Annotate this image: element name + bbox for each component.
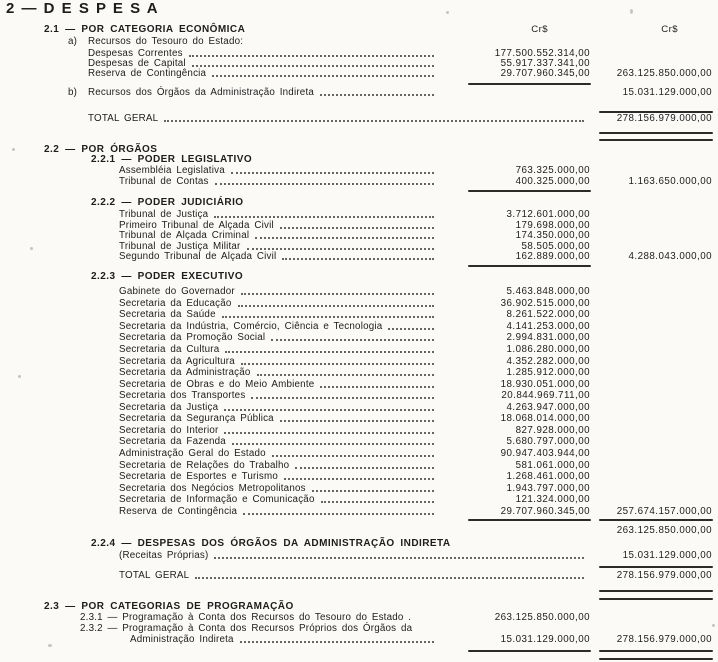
row-secretaria-fazenda-amount-col1: 5.680.797.000,00 <box>506 436 590 447</box>
row-secretaria-agricultura-label: Secretaria da Agricultura <box>119 356 235 367</box>
row-tribunal-justica-militar-amount-col1: 58.505.000,00 <box>521 241 590 252</box>
dot-leader <box>214 216 434 218</box>
row-2-3-1-programacao-tesouro <box>80 613 712 623</box>
row-secretaria-administracao <box>119 368 712 378</box>
row-tribunal-alcada-criminal-amount-col1: 174.350.000,00 <box>515 230 590 241</box>
row-reserva-de-contingencia-label: Reserva de Contingência <box>88 68 207 79</box>
scan-speck <box>712 624 715 627</box>
dot-leader <box>241 293 434 295</box>
row-total-geral-2-2-label: TOTAL GERAL <box>119 570 190 581</box>
dot-leader <box>215 183 434 185</box>
row-secretaria-cultura <box>119 345 712 355</box>
row-secretaria-interior-label: Secretaria do Interior <box>119 425 219 436</box>
row-secretaria-obras-meio-ambiente-label: Secretaria de Obras e do Meio Ambiente <box>119 379 315 390</box>
row-subtotal-tesouro-amount-col2: 263.125.850.000,00 <box>616 525 712 536</box>
row-2-3-1-programacao-tesouro-amount-col1: 263.125.850.000,00 <box>494 612 590 623</box>
item-b-recursos-orgaos-indireta-label: Recursos dos Órgãos da Administração Indireta <box>88 87 315 98</box>
row-administracao-geral-estado-label: Administração Geral do Estado <box>119 448 266 459</box>
dot-leader <box>282 258 434 260</box>
total-rule-c2 <box>599 590 713 592</box>
dot-leader <box>320 386 434 388</box>
row-secretaria-seguranca-publica-label: Secretaria da Segurança Pública <box>119 413 274 424</box>
row-2-3-2-programacao-proprios-line2-label: Administração Indireta <box>130 634 234 645</box>
row-secretaria-saude <box>119 310 712 320</box>
row-secretaria-esportes-turismo-amount-col1: 1.268.461.000,00 <box>506 471 590 482</box>
row-assembleia-legislativa-amount-col1: 763.325.000,00 <box>515 165 590 176</box>
dot-leader <box>195 577 584 579</box>
dot-leader <box>280 227 434 229</box>
row-tribunal-de-contas-amount-col2: 1.163.650.000,00 <box>628 176 712 187</box>
total-rule-c1 <box>468 650 591 652</box>
row-tribunal-de-contas-amount-col1: 400.325.000,00 <box>515 176 590 187</box>
total-rule-c2 <box>599 598 713 600</box>
dot-leader <box>320 94 434 96</box>
scan-speck <box>30 247 33 250</box>
row-total-geral-2-1 <box>88 114 712 124</box>
dot-leader <box>192 65 434 67</box>
row-secretaria-administracao-amount-col1: 1.285.912.000,00 <box>506 367 590 378</box>
row-secretaria-seguranca-publica <box>119 414 712 424</box>
item-b-recursos-orgaos-indireta-marker: b) <box>68 87 78 98</box>
row-secretaria-obras-meio-ambiente <box>119 380 712 390</box>
row-secretaria-esportes-turismo <box>119 472 712 482</box>
row-tribunal-de-justica <box>119 210 712 220</box>
row-2-3-2-programacao-proprios-line1 <box>80 624 712 634</box>
item-a-recursos-tesouro <box>68 37 712 47</box>
row-despesas-de-capital-label: Despesas de Capital <box>88 58 186 69</box>
row-2-3-2-programacao-proprios-line2 <box>130 635 712 645</box>
row-segundo-tribunal-alcada-civil-label: Segundo Tribunal de Alçada Civil <box>119 251 277 262</box>
row-secretaria-fazenda <box>119 437 712 447</box>
dot-leader <box>247 248 434 250</box>
row-secretaria-promocao-social-label: Secretaria da Promoção Social <box>119 332 266 343</box>
dot-leader <box>212 75 434 77</box>
row-primeiro-tribunal-alcada-civil-label: Primeiro Tribunal de Alçada Civil <box>119 220 274 231</box>
dot-leader <box>243 513 434 515</box>
section-2-3-heading <box>44 602 712 612</box>
dot-leader <box>284 478 434 480</box>
row-despesas-correntes-amount-col1: 177.500.552.314,00 <box>494 48 590 59</box>
total-rule-c2 <box>599 139 713 141</box>
section-2-2-1-heading <box>91 155 712 165</box>
row-secretaria-promocao-social-amount-col1: 2.994.831.000,00 <box>506 332 590 343</box>
item-b-recursos-orgaos-indireta <box>68 88 712 98</box>
row-tribunal-alcada-criminal <box>119 231 712 241</box>
row-administracao-geral-estado-amount-col1: 90.947.403.944,00 <box>500 448 590 459</box>
row-gabinete-do-governador-label: Gabinete do Governador <box>119 286 235 297</box>
section-2-1-heading-amount-col2: Cr$ <box>661 24 678 35</box>
row-secretaria-esportes-turismo-label: Secretaria de Esportes e Turismo <box>119 471 278 482</box>
section-2-2-3-heading-label: 2.2.3 — PODER EXECUTIVO <box>91 271 244 282</box>
section-2-2-heading-label: 2.2 — POR ÓRGÃOS <box>44 144 158 155</box>
row-secretaria-saude-amount-col1: 8.261.522.000,00 <box>506 309 590 320</box>
row-gabinete-do-governador <box>119 287 712 297</box>
document-title <box>6 0 712 17</box>
section-2-2-2-heading <box>91 198 712 208</box>
row-total-geral-2-2-amount-col2: 278.156.979.000,00 <box>616 570 712 581</box>
row-reserva-de-contingencia-amount-col2: 263.125.850.000,00 <box>616 68 712 79</box>
row-reserva-de-contingencia <box>88 69 712 79</box>
total-rule-c1 <box>468 519 591 521</box>
row-reserva-contingencia-executivo-amount-col1: 29.707.960.345,00 <box>500 506 590 517</box>
row-reserva-de-contingencia-amount-col1: 29.707.960.345,00 <box>500 68 590 79</box>
row-secretaria-informacao-comunicacao-amount-col1: 121.324.000,00 <box>515 494 590 505</box>
row-secretaria-justica <box>119 403 712 413</box>
row-total-geral-2-1-label: TOTAL GERAL <box>88 113 159 124</box>
row-secretaria-fazenda-label: Secretaria da Fazenda <box>119 436 226 447</box>
row-tribunal-justica-militar-label: Tribunal de Justiça Militar <box>119 241 241 252</box>
row-secretaria-justica-amount-col1: 4.263.947.000,00 <box>506 402 590 413</box>
dot-leader <box>251 397 434 399</box>
row-administracao-geral-estado <box>119 449 712 459</box>
row-primeiro-tribunal-alcada-civil-amount-col1: 179.698.000,00 <box>515 220 590 231</box>
dot-leader <box>225 351 434 353</box>
section-2-2-2-heading-label: 2.2.2 — PODER JUDICIÁRIO <box>91 197 244 208</box>
dot-leader <box>312 490 434 492</box>
section-2-2-4-heading <box>91 539 712 549</box>
dot-leader <box>231 172 434 174</box>
dot-leader <box>295 467 434 469</box>
dot-leader <box>388 328 434 330</box>
row-tribunal-alcada-criminal-label: Tribunal de Alçada Criminal <box>119 230 250 241</box>
row-total-geral-2-2 <box>119 571 712 581</box>
item-a-recursos-tesouro-marker: a) <box>68 36 78 47</box>
section-2-1-heading-label: 2.1 — POR CATEGORIA ECONÔMICA <box>44 24 246 35</box>
dot-leader <box>272 455 434 457</box>
total-rule-c2 <box>599 658 713 660</box>
row-secretaria-negocios-metropolitanos <box>119 484 712 494</box>
row-receitas-proprias-amount-col2: 15.031.129.000,00 <box>622 550 712 561</box>
dot-leader <box>238 305 434 307</box>
section-2-2-1-heading-label: 2.2.1 — PODER LEGISLATIVO <box>91 154 253 165</box>
section-2-3-heading-label: 2.3 — POR CATEGORIAS DE PROGRAMAÇÃO <box>44 601 294 612</box>
total-rule-c2 <box>599 566 713 568</box>
section-2-1-heading-amount-col1: Cr$ <box>531 24 548 35</box>
total-rule-c2 <box>599 519 713 521</box>
total-rule-c2 <box>599 132 713 134</box>
row-secretaria-administracao-label: Secretaria da Administração <box>119 367 251 378</box>
dot-leader <box>224 432 434 434</box>
row-secretaria-educacao-amount-col1: 36.902.515.000,00 <box>500 298 590 309</box>
row-secretaria-industria-amount-col1: 4.141.253.000,00 <box>506 321 590 332</box>
row-secretaria-relacoes-trabalho-amount-col1: 581.061.000,00 <box>515 460 590 471</box>
row-tribunal-de-contas <box>119 177 712 187</box>
total-rule-c1 <box>468 190 591 192</box>
scan-speck <box>48 644 52 647</box>
dot-leader <box>280 420 434 422</box>
row-gabinete-do-governador-amount-col1: 5.463.848.000,00 <box>506 286 590 297</box>
row-secretaria-agricultura-amount-col1: 4.352.282.000,00 <box>506 356 590 367</box>
scan-speck <box>12 148 15 151</box>
row-secretaria-transportes-label: Secretaria dos Transportes <box>119 390 246 401</box>
total-rule-c1 <box>468 265 591 267</box>
row-secretaria-negocios-metropolitanos-label: Secretaria dos Negócios Metropolitanos <box>119 483 306 494</box>
row-secretaria-cultura-amount-col1: 1.086.280.000,00 <box>506 344 590 355</box>
section-2-2-4-heading-label: 2.2.4 — DESPESAS DOS ÓRGÃOS DA ADMINISTRAÇÃO INDIRETA <box>91 538 451 549</box>
row-secretaria-seguranca-publica-amount-col1: 18.068.014.000,00 <box>500 413 590 424</box>
row-reserva-contingencia-executivo <box>119 507 712 517</box>
row-secretaria-informacao-comunicacao <box>119 495 712 505</box>
dot-leader <box>164 120 584 122</box>
total-rule-c2 <box>599 111 713 113</box>
row-secretaria-transportes-amount-col1: 20.844.969.711,00 <box>501 390 590 401</box>
row-secretaria-industria <box>119 322 712 332</box>
row-secretaria-saude-label: Secretaria da Saúde <box>119 309 216 320</box>
row-secretaria-educacao-label: Secretaria da Educação <box>119 298 232 309</box>
dot-leader <box>255 237 434 239</box>
row-secretaria-agricultura <box>119 357 712 367</box>
dot-leader <box>224 409 434 411</box>
row-2-3-2-programacao-proprios-line1-label: 2.3.2 — Programação à Conta dos Recursos Próprios dos Órgãos da <box>80 623 413 634</box>
row-2-3-2-programacao-proprios-line2-amount-col2: 278.156.979.000,00 <box>616 634 712 645</box>
row-secretaria-cultura-label: Secretaria da Cultura <box>119 344 220 355</box>
row-secretaria-negocios-metropolitanos-amount-col1: 1.943.797.000,00 <box>506 483 590 494</box>
section-2-2-3-heading <box>91 272 712 282</box>
row-segundo-tribunal-alcada-civil-amount-col1: 162.889.000,00 <box>515 251 590 262</box>
row-despesas-correntes-label: Despesas Correntes <box>88 48 183 59</box>
row-2-3-1-programacao-tesouro-label: 2.3.1 — Programação à Conta dos Recursos do Tesouro do Estado . <box>80 612 412 623</box>
dot-leader <box>222 316 434 318</box>
row-secretaria-promocao-social <box>119 333 712 343</box>
section-2-1-heading <box>44 25 712 35</box>
row-receitas-proprias-label: (Receitas Próprias) <box>119 550 209 561</box>
row-reserva-contingencia-executivo-amount-col2: 257.674.157.000,00 <box>616 506 712 517</box>
row-total-geral-2-1-amount-col2: 278.156.979.000,00 <box>616 113 712 124</box>
row-secretaria-relacoes-trabalho <box>119 461 712 471</box>
row-tribunal-de-justica-label: Tribunal de Justiça <box>119 209 209 220</box>
dot-leader <box>321 501 434 503</box>
row-secretaria-interior <box>119 426 712 436</box>
row-receitas-proprias <box>119 551 712 561</box>
item-a-recursos-tesouro-label: Recursos do Tesouro do Estado: <box>88 36 244 47</box>
total-rule-c2 <box>599 650 713 652</box>
row-secretaria-educacao <box>119 299 712 309</box>
row-secretaria-justica-label: Secretaria da Justiça <box>119 402 219 413</box>
document-title-label: 2 — D E S P E S A <box>6 0 159 17</box>
row-secretaria-interior-amount-col1: 827.928.000,00 <box>515 425 590 436</box>
dot-leader <box>271 339 434 341</box>
row-secretaria-informacao-comunicacao-label: Secretaria de Informação e Comunicação <box>119 494 315 505</box>
dot-leader <box>189 55 434 57</box>
dot-leader <box>232 443 434 445</box>
row-secretaria-industria-label: Secretaria da Indústria, Comércio, Ciência e Tecnologia <box>119 321 383 332</box>
row-despesas-de-capital-amount-col1: 55.917.337.341,00 <box>500 58 590 69</box>
row-assembleia-legislativa <box>119 166 712 176</box>
row-tribunal-de-contas-label: Tribunal de Contas <box>119 176 209 187</box>
dot-leader <box>241 363 434 365</box>
row-segundo-tribunal-alcada-civil <box>119 252 712 262</box>
row-secretaria-transportes <box>119 391 712 401</box>
total-rule-c1 <box>468 83 591 85</box>
row-secretaria-relacoes-trabalho-label: Secretaria de Relações do Trabalho <box>119 460 290 471</box>
row-tribunal-de-justica-amount-col1: 3.712.601.000,00 <box>506 209 590 220</box>
row-segundo-tribunal-alcada-civil-amount-col2: 4.288.043.000,00 <box>628 251 712 262</box>
row-reserva-contingencia-executivo-label: Reserva de Contingência <box>119 506 238 517</box>
dot-leader <box>214 557 584 559</box>
item-b-recursos-orgaos-indireta-amount-col2: 15.031.129.000,00 <box>622 87 712 98</box>
row-assembleia-legislativa-label: Assembléia Legislativa <box>119 165 225 176</box>
scan-speck <box>18 375 21 378</box>
row-subtotal-tesouro <box>119 526 712 536</box>
row-2-3-2-programacao-proprios-line2-amount-col1: 15.031.129.000,00 <box>500 634 590 645</box>
dot-leader <box>257 374 434 376</box>
dot-leader <box>240 641 434 643</box>
row-secretaria-obras-meio-ambiente-amount-col1: 18.930.051.000,00 <box>500 379 590 390</box>
